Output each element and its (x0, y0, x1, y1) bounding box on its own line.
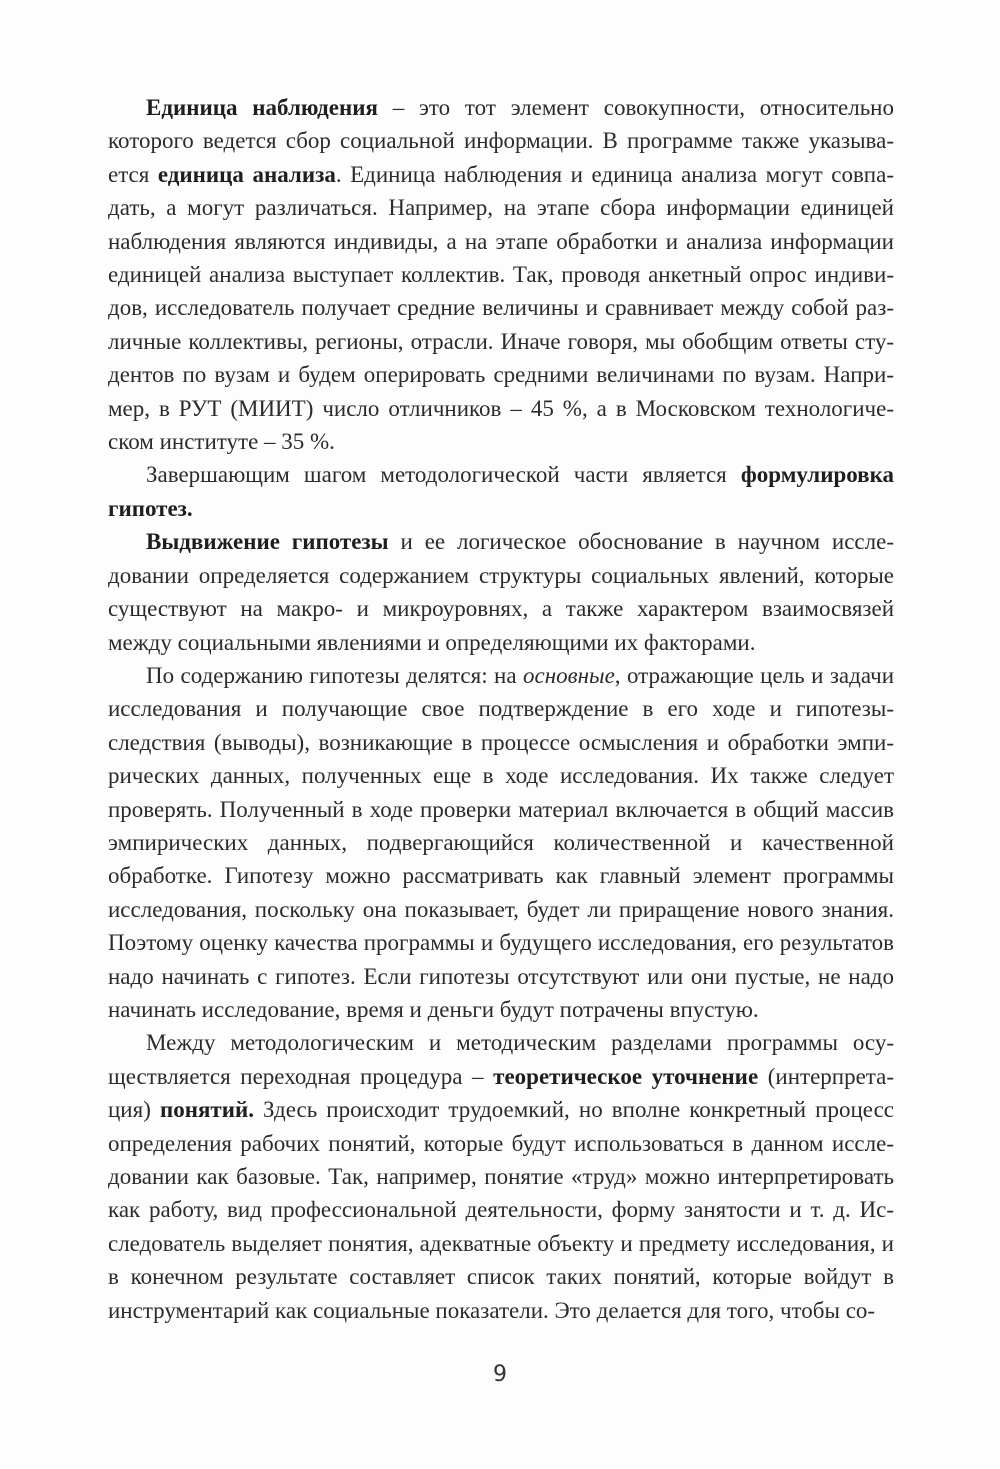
text-run: и ее логическое обоснование в научном исследовании определяется содержанием структуры социальных явлений, которые существуют на макро- и микроуровнях, а также характером взаимосвязей между социальными явлениями и определяющими их факторами. (108, 529, 894, 655)
term-theoretical-clarification: теоретическое уточнение (493, 1063, 759, 1089)
body-text (108, 91, 894, 1327)
text-run: – это тот элемент совокупности, относительно которого ведется сбор социальной информации. В программе также указывается (108, 95, 894, 187)
term-hypothesis-formulation: формулировка гипотез. (108, 462, 894, 521)
paragraph-hypothesis-proposal (108, 525, 894, 659)
text-run: , отражающие цель и задачи исследования и получающие свое подтверждение в его ходе и гипотезы-следствия (выводы), возникающие в процессе осмысления и обработки эмпирических данных, полученных еще в ходе исследования. Их также следует проверять. Полученный в ходе проверки материал включается в общий массив эмпирических данных, подвергающийся количественной и качественной обработке. Гипотезу можно рассматривать как главный элемент программы исследования, поскольку она показывает, будет ли приращение нового знания. Поэтому оценку качества программы и будущего исследования, его результатов надо начинать с гипотез. Если гипотезы отсутствуют или они пустые, не надо начинать исследование, время и деньги будут потрачены впустую. (108, 662, 894, 1022)
page-number: 9 (493, 1362, 507, 1387)
text-run: Здесь происходит трудоемкий, но вполне конкретный процесс определения рабочих понятий, которые будут использоваться в данном исследовании как базовые. Так, например, понятие «труд» можно интерпретировать как работу, вид профессиональной деятельности, форму занятости и т. д. Исследователь выделяет понятия, адекватные объекту и предмету исследования, и в конечном результате составляет список таких понятий, которые войдут в инструментарий как социальные показатели. Это делается для того, чтобы со- (108, 1097, 894, 1323)
term-observation-unit: Единица наблюдения (146, 95, 378, 120)
term-concepts: понятий. (159, 1097, 254, 1123)
paragraph-hypothesis-formulation (108, 458, 894, 525)
text-run: (интерпретация) (108, 1063, 895, 1123)
text-run: По содержанию гипотезы делятся: на (146, 662, 523, 688)
term-main-hypotheses: основные (522, 662, 615, 688)
term-analysis-unit: единица анализа (157, 161, 336, 187)
text-run: Завершающим шагом методологической части является (146, 462, 741, 488)
paragraph-concept-clarification (108, 1026, 894, 1327)
paragraph-hypothesis-types (108, 659, 894, 1026)
paragraph-observation-unit (108, 91, 894, 458)
text-run: Между методологическим и методическим разделами программы осуществляется переходная процедура – (108, 1030, 894, 1089)
text-run: . Единица наблюдения и единица анализа могут совпадать, а могут различаться. Например, на этапе сбора информации единицей наблюдения являются индивиды, а на этапе обработки и анализа информации единицей анализа выступает коллектив. Так, проводя анкетный опрос индивидов, исследователь получает средние величины и сравнивает между собой различные коллективы, регионы, отрасли. Иначе говоря, мы обобщим ответы студентов по вузам и будем оперировать средними величинами по вузам. Например, в РУТ (МИИТ) число отличников – 45 %, а в Московском технологическом институте – 35 %. (108, 161, 894, 455)
term-hypothesis-proposal: Выдвижение гипотезы (146, 529, 389, 555)
